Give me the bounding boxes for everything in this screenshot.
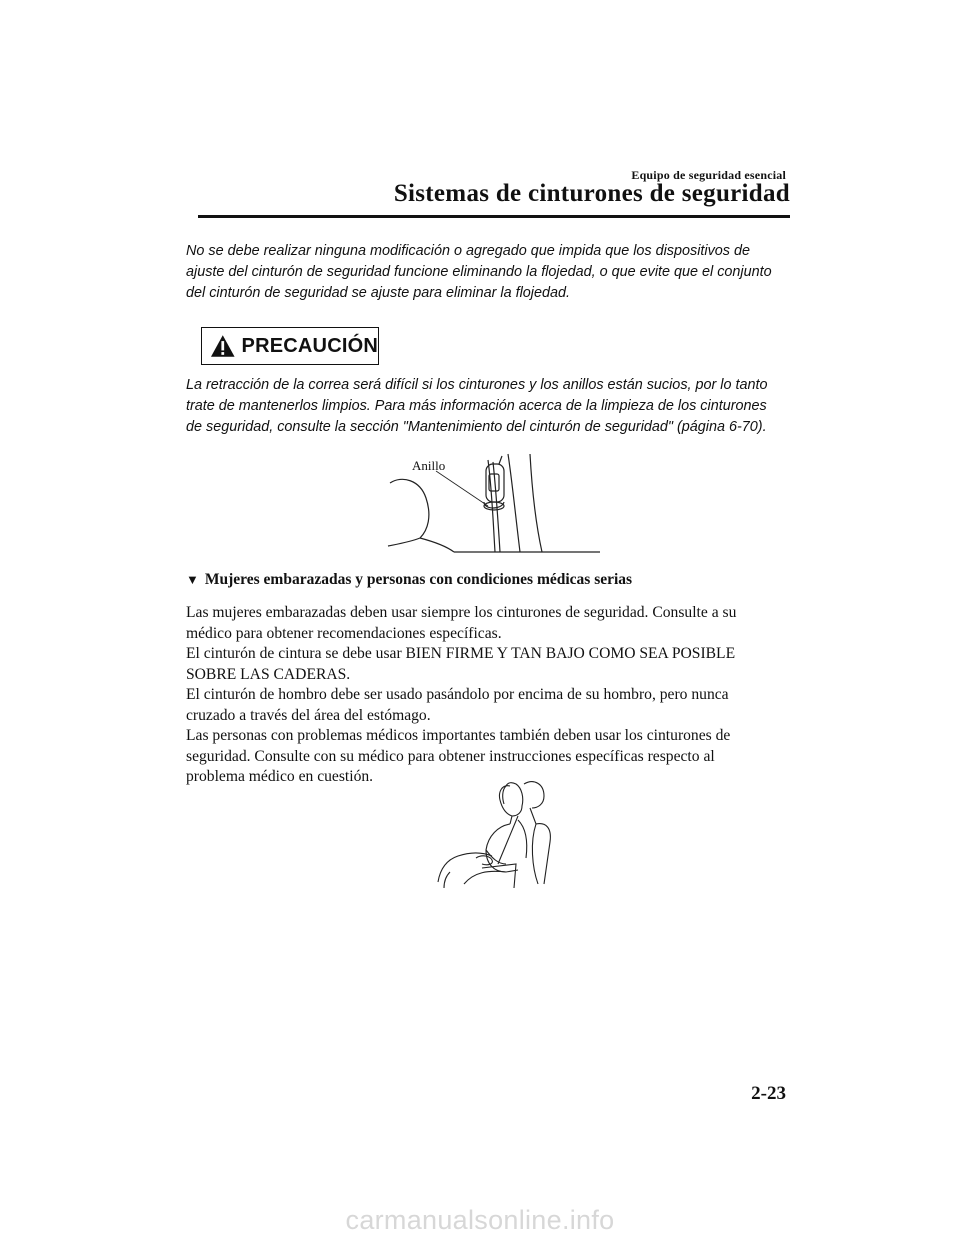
watermark: carmanualsonline.info: [345, 1205, 615, 1235]
caution-label: PRECAUCIÓN: [241, 334, 378, 357]
body-line: seguridad. Consulte con su médico para obtener instrucciones específicas respecto al: [186, 747, 715, 765]
paragraph-line: de seguridad, consulte la sección "Mantenimiento del cinturón de seguridad" (página 6-70).: [186, 419, 767, 435]
section-body: [186, 603, 786, 788]
page-number: 2-23: [751, 1083, 786, 1104]
body-line: Las mujeres embarazadas deben usar siempre los cinturones de seguridad. Consulte a su: [186, 604, 737, 621]
body-line: problema médico en cuestión.: [186, 768, 374, 785]
paragraph-line: No se debe realizar ninguna modificación o agregado que impida que los dispositivos de: [186, 243, 750, 259]
caution-box: [201, 327, 379, 365]
section-heading-text: Mujeres embarazadas y personas con condiciones médicas serias: [204, 571, 633, 588]
pregnant-woman-seatbelt-illustration: [432, 772, 557, 892]
section-marker-icon: ▼: [186, 572, 199, 587]
body-line: El cinturón de cintura se debe usar BIEN FIRME Y TAN BAJO COMO SEA POSIBLE: [186, 645, 736, 662]
body-line: cruzado a través del área del estómago.: [186, 706, 431, 724]
page-title: Sistemas de cinturones de seguridad: [393, 180, 790, 207]
caution-paragraph: [186, 375, 786, 438]
header-section-label: Equipo de seguridad esencial: [631, 168, 786, 182]
header-divider: [198, 215, 790, 218]
seatbelt-ring-illustration: [380, 450, 600, 556]
paragraph-line: La retracción de la correa será difícil si los cinturones y los anillos están sucios, por lo tanto: [186, 377, 768, 393]
body-line: médico para obtener recomendaciones específicas.: [186, 624, 502, 642]
paragraph-line: trate de mantenerlos limpios. Para más información acerca de la limpieza de los cinturones: [186, 398, 767, 414]
body-line: El cinturón de hombro debe ser usado pasándolo por encima de su hombro, pero nunca: [186, 686, 729, 703]
body-line: Las personas con problemas médicos importantes también deben usar los cinturones de: [186, 727, 731, 744]
paragraph-line: del cinturón de seguridad se ajuste para eliminar la flojedad.: [186, 285, 570, 301]
section-heading: [186, 571, 786, 589]
warning-triangle-icon: [210, 334, 236, 358]
body-line: SOBRE LAS CADERAS.: [186, 665, 351, 683]
modification-paragraph: [186, 241, 786, 304]
paragraph-line: ajuste del cinturón de seguridad funcione eliminando la flojedad, o que evite que el conjunto: [186, 264, 772, 280]
ring-label: Anillo: [412, 458, 446, 473]
